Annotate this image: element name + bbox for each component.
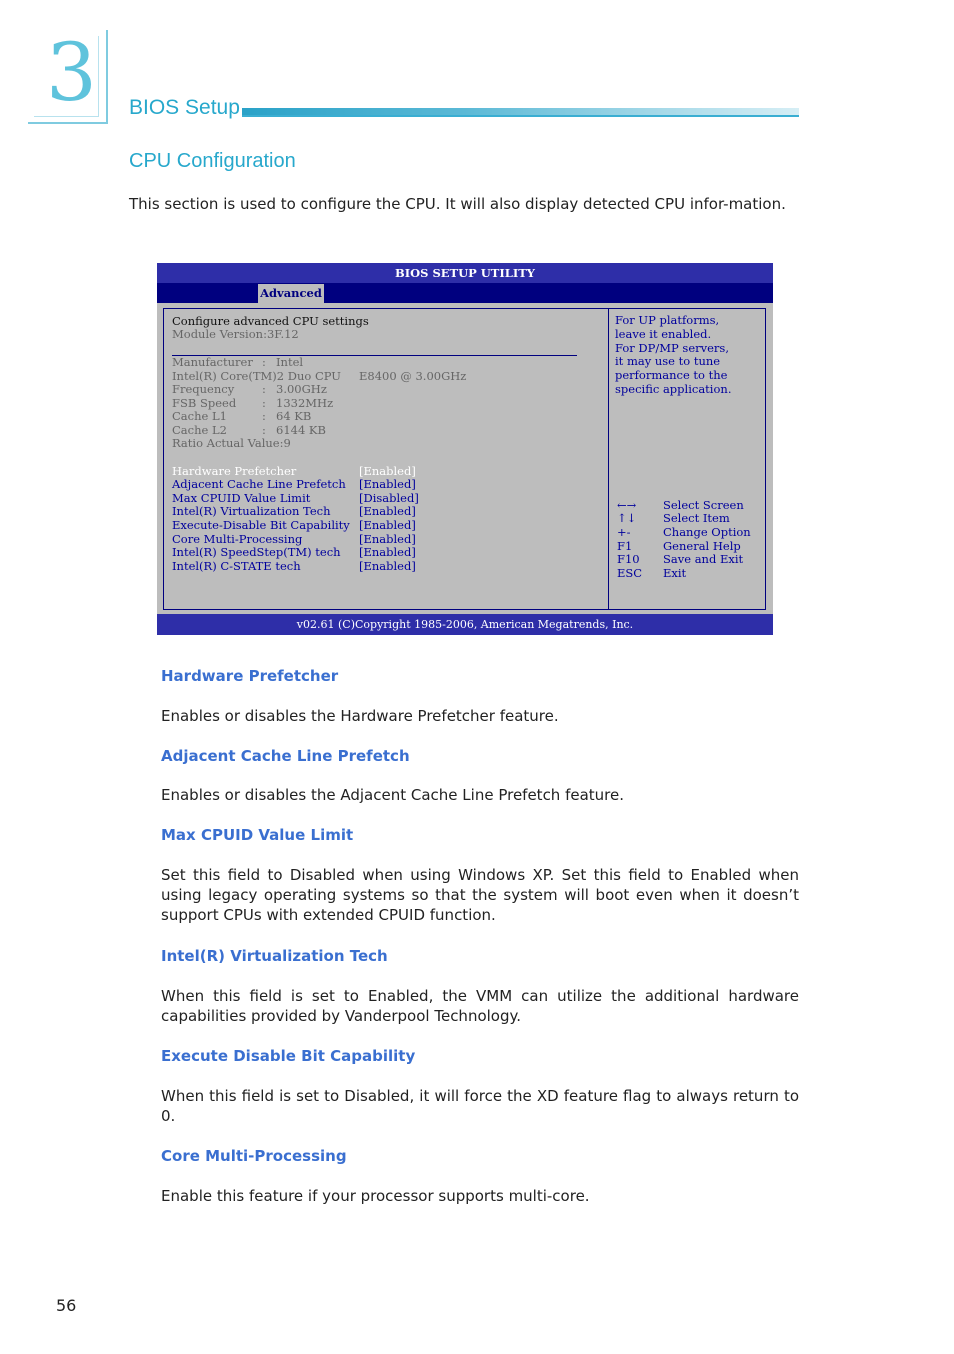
bios-setting-value[interactable]: [Enabled] [359,464,416,478]
bios-info-sep: : [262,355,266,369]
bios-footer: v02.61 (C)Copyright 1985-2006, American Megatrends, Inc. [157,614,773,635]
bios-info-sep: : [262,409,266,423]
page-number: 56 [56,1296,77,1315]
bios-key: ↑↓ [617,511,637,525]
item-title: Max CPUID Value Limit [161,826,354,844]
bios-setting-hardware-prefetcher[interactable]: Hardware Prefetcher [172,464,297,478]
bios-info-label: Cache L2 [172,423,227,437]
bios-panel-divider [608,308,609,610]
bios-info-value: 1332MHz [276,396,334,410]
bios-info-value: 3.00GHz [276,382,327,396]
bios-setting-core-multi-processing[interactable]: Core Multi-Processing [172,532,303,546]
bios-key-desc: Change Option [663,525,751,539]
bios-setting-value[interactable]: [Enabled] [359,477,416,491]
bios-setting-execute-disable-bit[interactable]: Execute-Disable Bit Capability [172,518,350,532]
bios-info-label: FSB Speed [172,396,237,410]
bios-info-label: Frequency [172,382,235,396]
bios-key-desc: Select Screen [663,498,744,512]
bios-setting-value[interactable]: [Enabled] [359,532,416,546]
bios-heading: Configure advanced CPU settings [172,314,369,328]
bios-setting-value[interactable]: [Enabled] [359,559,416,573]
bios-key: ←→ [617,498,637,512]
bios-menu-bar [157,283,773,303]
bios-setting-value[interactable]: [Enabled] [359,545,416,559]
item-text: When this field is set to Disabled, it will force the XD feature flag to always return to 0. [161,1087,799,1125]
bios-info-label: Cache L1 [172,409,227,423]
bios-key: +- [617,525,631,539]
bios-help-line: it may use to tune [615,354,721,368]
item-text: Enables or disables the Hardware Prefetcher feature. [161,707,559,725]
bios-key-desc: Exit [663,566,687,580]
bios-help-line: specific application. [615,382,732,396]
bios-setting-value[interactable]: [Disabled] [359,491,419,505]
bios-info-label: Ratio Actual Value:9 [172,436,291,450]
bios-setting-c-state-tech[interactable]: Intel(R) C-STATE tech [172,559,301,573]
bios-info-label: Manufacturer [172,355,253,369]
bios-key-desc: Select Item [663,511,730,525]
bios-info-value: Intel [276,355,304,369]
chapter-number: 3 [46,26,97,119]
section-intro: This section is used to configure the CPU. It will also display detected CPU infor-mation. [129,195,786,213]
bios-setting-adjacent-cache-line-prefetch[interactable]: Adjacent Cache Line Prefetch [172,477,346,491]
bios-key-desc: General Help [663,539,741,553]
bios-help-line: For DP/MP servers, [615,341,729,355]
bios-setting-value[interactable]: [Enabled] [359,518,416,532]
bios-key-desc: Save and Exit [663,552,744,566]
item-title: Adjacent Cache Line Prefetch [161,747,410,765]
item-title: Intel(R) Virtualization Tech [161,947,388,965]
bios-info-value: E8400 @ 3.00GHz [359,369,467,383]
bios-info-label: Intel(R) Core(TM)2 Duo CPU [172,369,341,383]
bios-key: F1 [617,539,633,553]
chapter-title-bar-line [242,115,799,117]
item-title: Core Multi-Processing [161,1147,347,1165]
bios-setting-max-cpuid-value-limit[interactable]: Max CPUID Value Limit [172,491,311,505]
bios-screen [157,263,773,635]
bios-info-value: 6144 KB [276,423,326,437]
bios-help-line: leave it enabled. [615,327,712,341]
bios-tab-advanced[interactable]: Advanced [258,284,324,303]
item-title: Hardware Prefetcher [161,667,339,685]
bios-setting-virtualization-tech[interactable]: Intel(R) Virtualization Tech [172,504,331,518]
bios-help-line: performance to the [615,368,728,382]
item-text: Set this field to Disabled when using Windows XP. Set this field to Enabled when using legacy operating systems so that the system will boot even when it doesn’t support CPUs with extended CPUID function. [161,866,799,924]
bios-setting-value[interactable]: [Enabled] [359,504,416,518]
bios-setting-speedstep-tech[interactable]: Intel(R) SpeedStep(TM) tech [172,545,341,559]
bios-info-sep: : [262,382,266,396]
bios-module-version: Module Version:3F.12 [172,327,299,341]
item-text: When this field is set to Enabled, the VMM can utilize the additional hardware capabilities provided by Vanderpool Technology. [161,987,799,1025]
item-title: Execute Disable Bit Capability [161,1047,416,1065]
bios-info-sep: : [262,396,266,410]
bios-help-line: For UP platforms, [615,313,720,327]
section-title: CPU Configuration [129,150,296,172]
bios-key: ESC [617,566,643,580]
bios-title-bar: BIOS SETUP UTILITY [157,263,773,283]
bios-key: F10 [617,552,640,566]
chapter-title: BIOS Setup [129,96,240,119]
bios-info-sep: : [262,423,266,437]
item-text: Enable this feature if your processor supports multi-core. [161,1187,590,1205]
bios-info-value: 64 KB [276,409,312,423]
item-text: Enables or disables the Adjacent Cache Line Prefetch feature. [161,786,625,804]
